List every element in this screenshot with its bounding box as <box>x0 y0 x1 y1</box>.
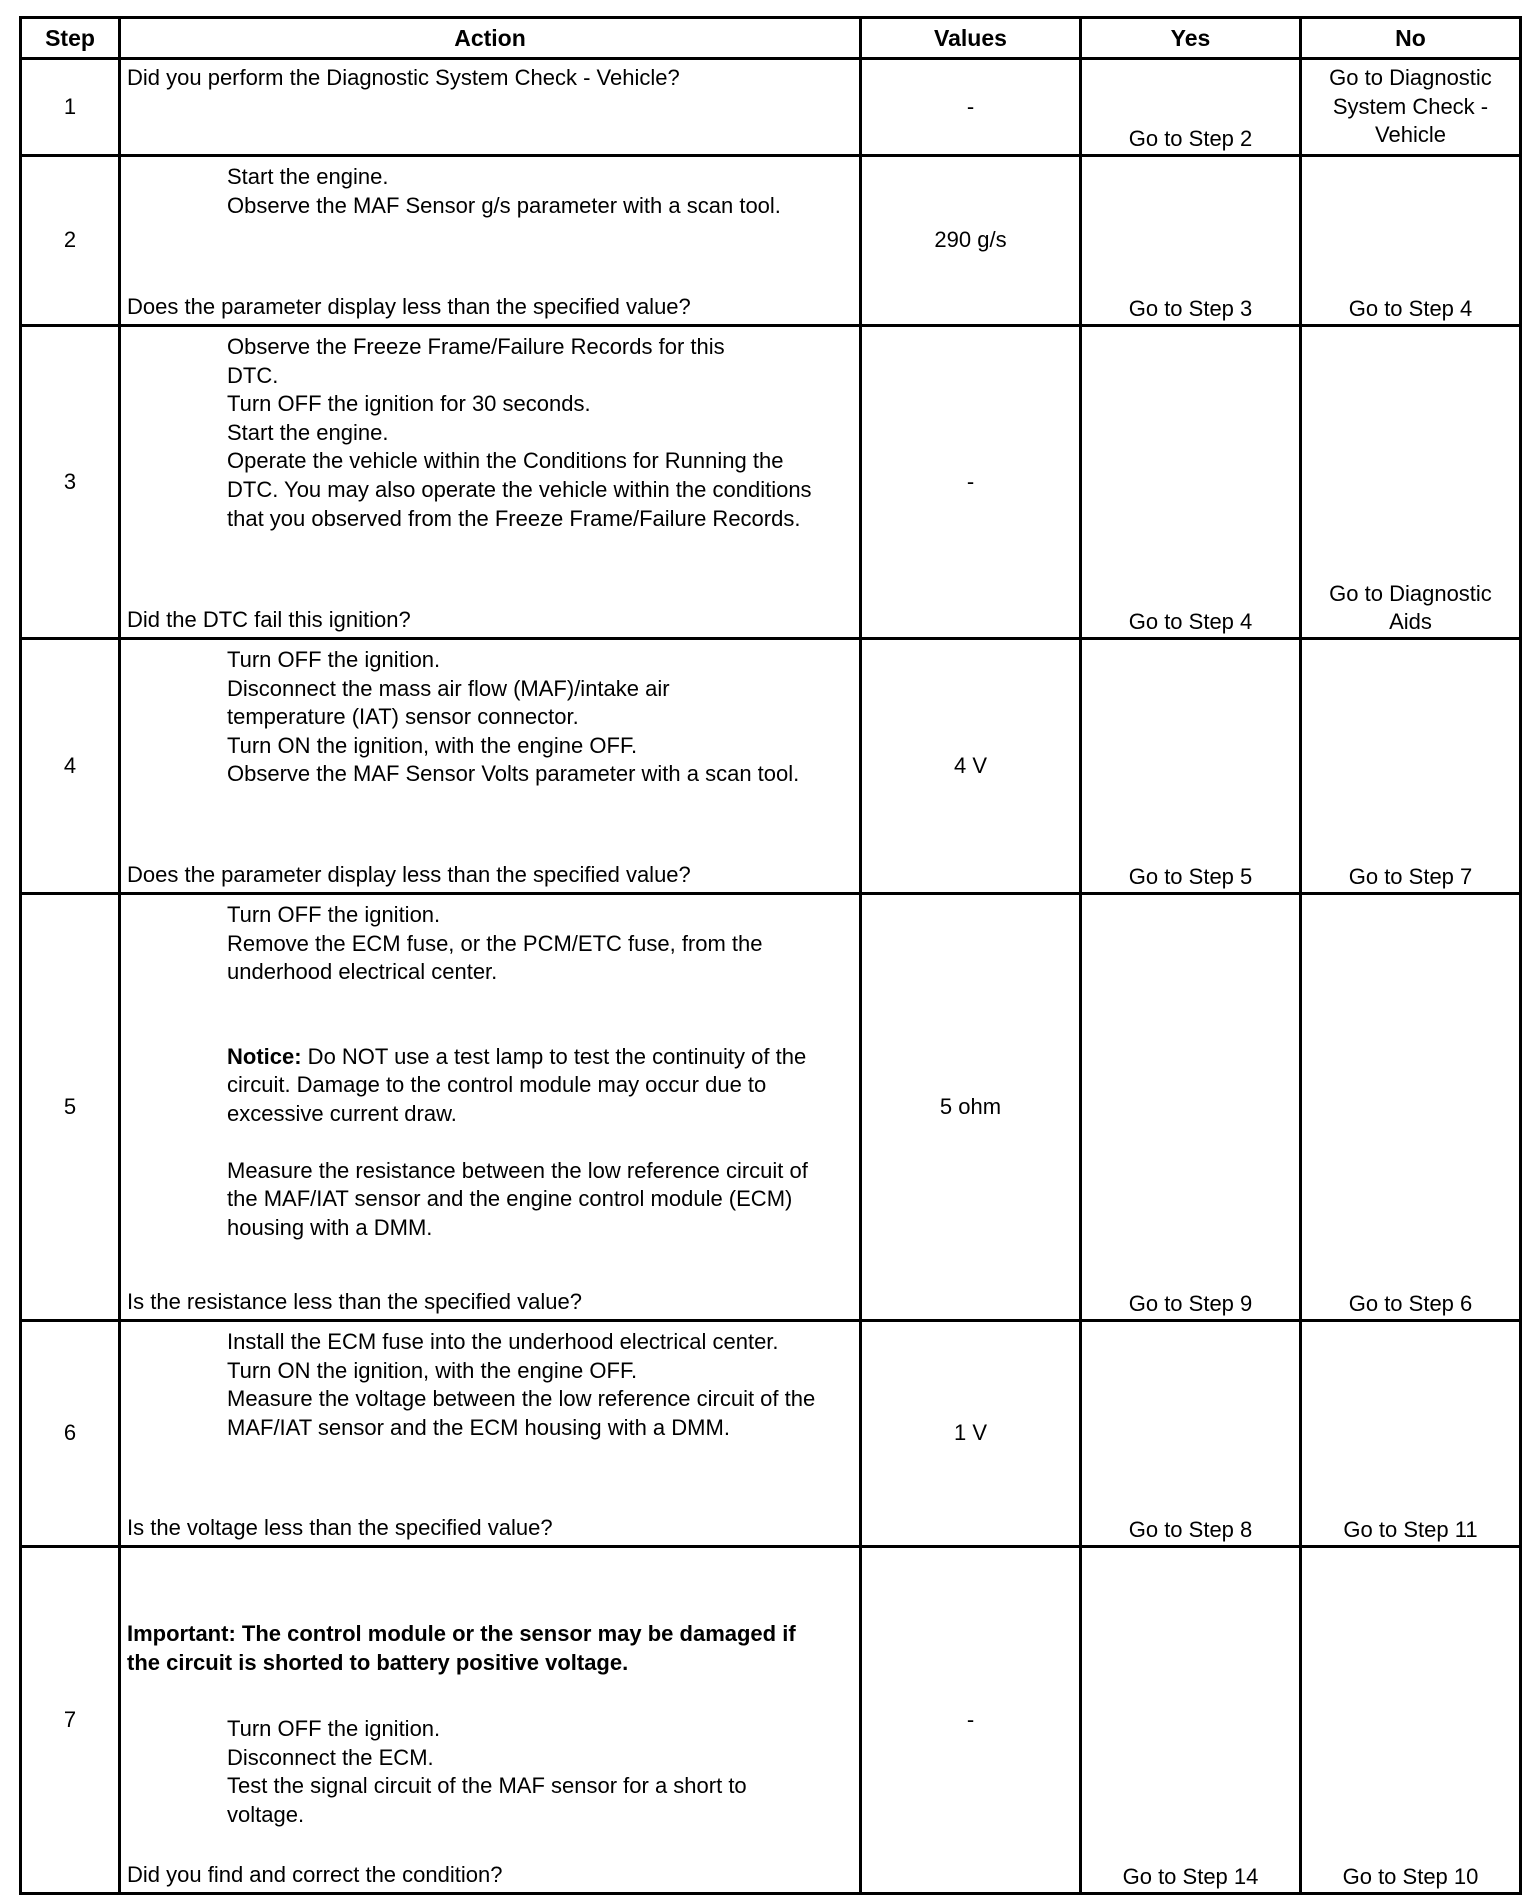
yes-cell: Go to Step 9 <box>1081 894 1301 1321</box>
instruction-list <box>121 1677 859 1829</box>
instruction: Turn OFF the ignition. <box>227 647 441 672</box>
yes-cell: Go to Step 8 <box>1081 1321 1301 1547</box>
action-question: Did the DTC fail this ignition? <box>127 607 411 633</box>
header-step: Step <box>21 18 120 59</box>
value-cell: 4 V <box>861 639 1081 894</box>
action-question: Does the parameter display less than the specified value? <box>127 862 691 888</box>
step-number: 5 <box>21 894 120 1321</box>
table-row <box>21 1321 1521 1547</box>
instruction: Turn ON the ignition, with the engine OFF. <box>227 732 638 758</box>
instruction: Test the signal circuit of the MAF sensor for a short to voltage. <box>227 1773 747 1827</box>
value-cell: 1 V <box>861 1321 1081 1547</box>
action-question: Did you perform the Diagnostic System Check - Vehicle? <box>127 65 680 90</box>
step-number: 4 <box>21 639 120 894</box>
instruction: Measure the voltage between the low reference circuit of the MAF/IAT sensor and the ECM housing with a DMM. <box>227 1386 816 1440</box>
table-row <box>21 639 1521 894</box>
no-cell: Go to Step 4 <box>1301 156 1521 326</box>
step-number: 3 <box>21 326 120 639</box>
instruction: Observe the MAF Sensor Volts parameter with a scan tool. <box>227 761 800 787</box>
yes-cell: Go to Step 4 <box>1081 326 1301 639</box>
yes-cell: Go to Step 5 <box>1081 639 1301 894</box>
value-cell: - <box>861 1547 1081 1894</box>
yes-cell: Go to Step 14 <box>1081 1547 1301 1894</box>
yes-cell: Go to Step 3 <box>1081 156 1301 326</box>
no-cell: Go to Diagnostic System Check - Vehicle <box>1301 59 1521 156</box>
instruction: Remove the ECM fuse, or the PCM/ETC fuse, from the underhood electrical center. <box>227 930 763 985</box>
action-question: Did you find and correct the condition? <box>127 1862 503 1888</box>
action-cell <box>120 639 861 894</box>
diagnostic-table <box>19 16 1522 1895</box>
instruction: Turn OFF the ignition for 30 seconds. <box>227 391 591 417</box>
header-row <box>21 18 1521 59</box>
step-number: 1 <box>21 59 120 156</box>
value-cell: - <box>861 59 1081 156</box>
action-question: Does the parameter display less than the specified value? <box>127 294 691 320</box>
action-cell <box>120 326 861 639</box>
header-yes: Yes <box>1081 18 1301 59</box>
instruction: Measure the resistance between the low reference circuit of the MAF/IAT sensor and the engine control module (ECM) housing with a DMM. <box>227 1157 808 1240</box>
table-row <box>21 894 1521 1321</box>
no-cell: Go to Step 6 <box>1301 894 1521 1321</box>
step-number: 6 <box>21 1321 120 1547</box>
value-cell: - <box>861 326 1081 639</box>
action-question: Is the resistance less than the specified value? <box>127 1289 582 1315</box>
header-action: Action <box>120 18 861 59</box>
no-cell: Go to Step 11 <box>1301 1321 1521 1547</box>
no-cell: Go to Diagnostic Aids <box>1301 326 1521 639</box>
instruction: Turn OFF the ignition. <box>227 1716 441 1742</box>
table-row <box>21 59 1521 156</box>
action-cell <box>120 1547 861 1894</box>
instruction-list <box>121 157 859 220</box>
notice-body: Do NOT use a test lamp to test the continuity of the circuit. Damage to the control module may occur due to excessive current draw. <box>227 1043 807 1126</box>
action-cell <box>120 894 861 1321</box>
action-cell <box>120 1321 861 1547</box>
notice-label: Notice: <box>227 1043 302 1069</box>
yes-cell: Go to Step 2 <box>1081 59 1301 156</box>
table-row <box>21 156 1521 326</box>
instruction: Start the engine. <box>227 419 389 445</box>
instruction-list <box>121 895 859 987</box>
notice-text <box>121 1043 859 1129</box>
value-cell: 290 g/s <box>861 156 1081 326</box>
action-cell <box>120 156 861 326</box>
step-number: 7 <box>21 1547 120 1894</box>
action-cell <box>120 59 861 156</box>
instruction: Operate the vehicle within the Conditions for Running the DTC. You may also operate the vehicle within the conditions that you observed from the Freeze Frame/Failure Records. <box>227 448 812 531</box>
no-cell: Go to Step 7 <box>1301 639 1521 894</box>
header-values: Values <box>861 18 1081 59</box>
header-no: No <box>1301 18 1521 59</box>
instruction-list <box>121 327 859 533</box>
action-question: Is the voltage less than the specified value? <box>127 1515 553 1541</box>
instruction: Install the ECM fuse into the underhood electrical center. <box>227 1329 779 1354</box>
instruction-list <box>121 640 859 789</box>
instruction: Observe the Freeze Frame/Failure Records for this DTC. <box>227 334 725 388</box>
instruction: Disconnect the ECM. <box>227 1744 434 1770</box>
no-cell: Go to Step 10 <box>1301 1547 1521 1894</box>
instruction: Disconnect the mass air flow (MAF)/intake air temperature (IAT) sensor connector. <box>227 675 670 730</box>
step-number: 2 <box>21 156 120 326</box>
value-cell: 5 ohm <box>861 894 1081 1321</box>
important-note: Important: The control module or the sensor may be damaged if the circuit is shorted to battery positive voltage. <box>127 1621 796 1675</box>
instruction-list <box>121 1322 859 1442</box>
table-row <box>21 1547 1521 1894</box>
instruction: Turn OFF the ignition. <box>227 902 441 927</box>
instruction: Observe the MAF Sensor g/s parameter with a scan tool. <box>227 192 781 218</box>
instruction: Turn ON the ignition, with the engine OFF. <box>227 1357 638 1383</box>
table-row <box>21 326 1521 639</box>
instruction: Start the engine. <box>227 164 389 189</box>
